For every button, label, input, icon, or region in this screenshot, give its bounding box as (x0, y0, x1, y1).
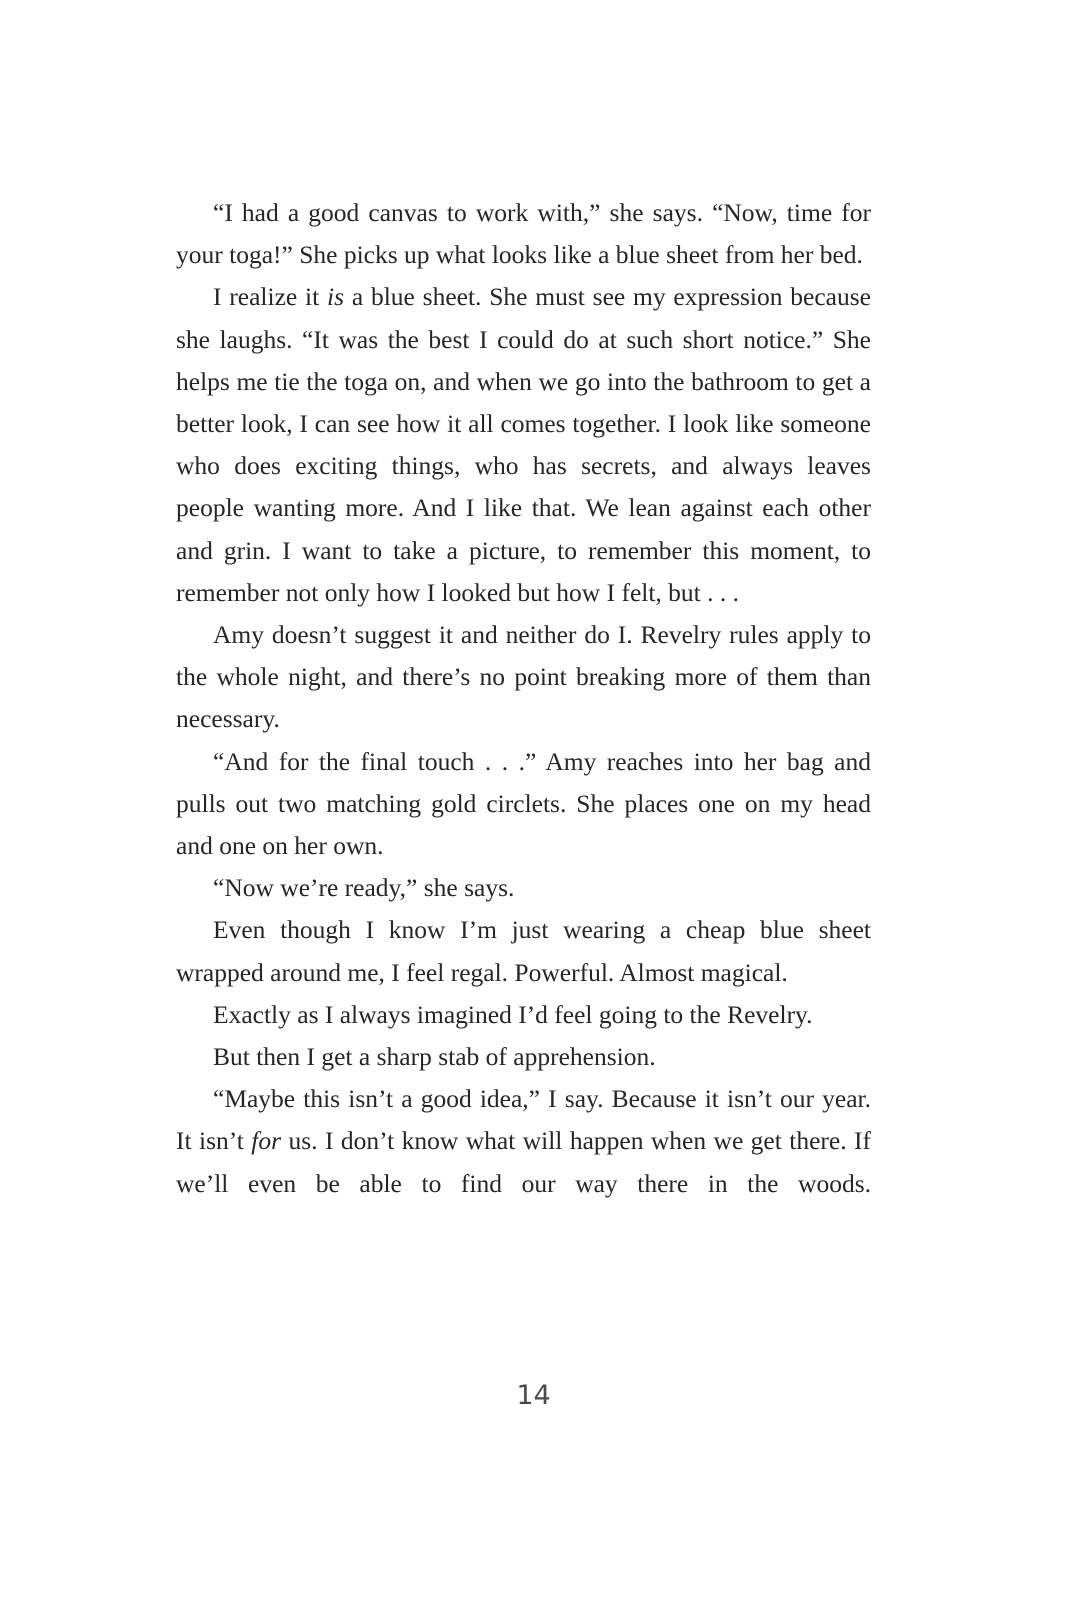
page-number: 14 (516, 1380, 551, 1411)
paragraph-text: “And for the final touch . . .” Amy reaches into her bag and pulls out two matching gold circlets. She places one on my head and one on her own. (176, 746, 871, 861)
paragraph (176, 994, 871, 1036)
paragraph-text: “Maybe this isn’t a good idea,” I say. Because it isn’t our year. It isn’t (176, 1084, 871, 1156)
paragraph-text: us. I don’t know what will happen when we get there. If we’ll even be able to find our way there in the woods. (176, 1126, 871, 1198)
paragraph (176, 1078, 871, 1205)
paragraph (176, 276, 871, 614)
paragraph-text: But then I get a sharp stab of apprehension. (213, 1042, 656, 1072)
paragraph-text: Even though I know I’m just wearing a cheap blue sheet wrapped around me, I feel regal. Powerful. Almost magical. (176, 915, 871, 987)
italic-emphasis: for (251, 1126, 282, 1156)
paragraph (176, 741, 871, 868)
paragraph-text: Exactly as I always imagined I’d feel going to the Revelry. (213, 999, 813, 1029)
body-text (176, 192, 871, 1205)
paragraph-text: I realize it (213, 282, 328, 312)
paragraph (176, 1036, 871, 1078)
paragraph-text: “I had a good canvas to work with,” she says. “Now, time for your toga!” She picks up what looks like a blue sheet from her bed. (176, 198, 871, 270)
italic-emphasis: is (327, 282, 345, 312)
paragraph (176, 909, 871, 993)
paragraph (176, 867, 871, 909)
paragraph (176, 192, 871, 276)
paragraph-text: a blue sheet. She must see my expression because she laughs. “It was the best I could do at such short notice.” She helps me tie the toga on, and when we go into the bathroom to get a better look, I can see how it all comes together. I look like someone who does exciting things, who has secrets, and always leaves people wanting more. And I like that. We lean against each other and grin. I want to take a picture, to remember this moment, to remember not only how I looked but how I felt, but . . . (176, 282, 871, 607)
paragraph-text: Amy doesn’t suggest it and neither do I. Revelry rules apply to the whole night, and there’s no point breaking more of them than necessary. (176, 620, 871, 734)
paragraph (176, 614, 871, 741)
paragraph-text: “Now we’re ready,” she says. (213, 873, 515, 903)
